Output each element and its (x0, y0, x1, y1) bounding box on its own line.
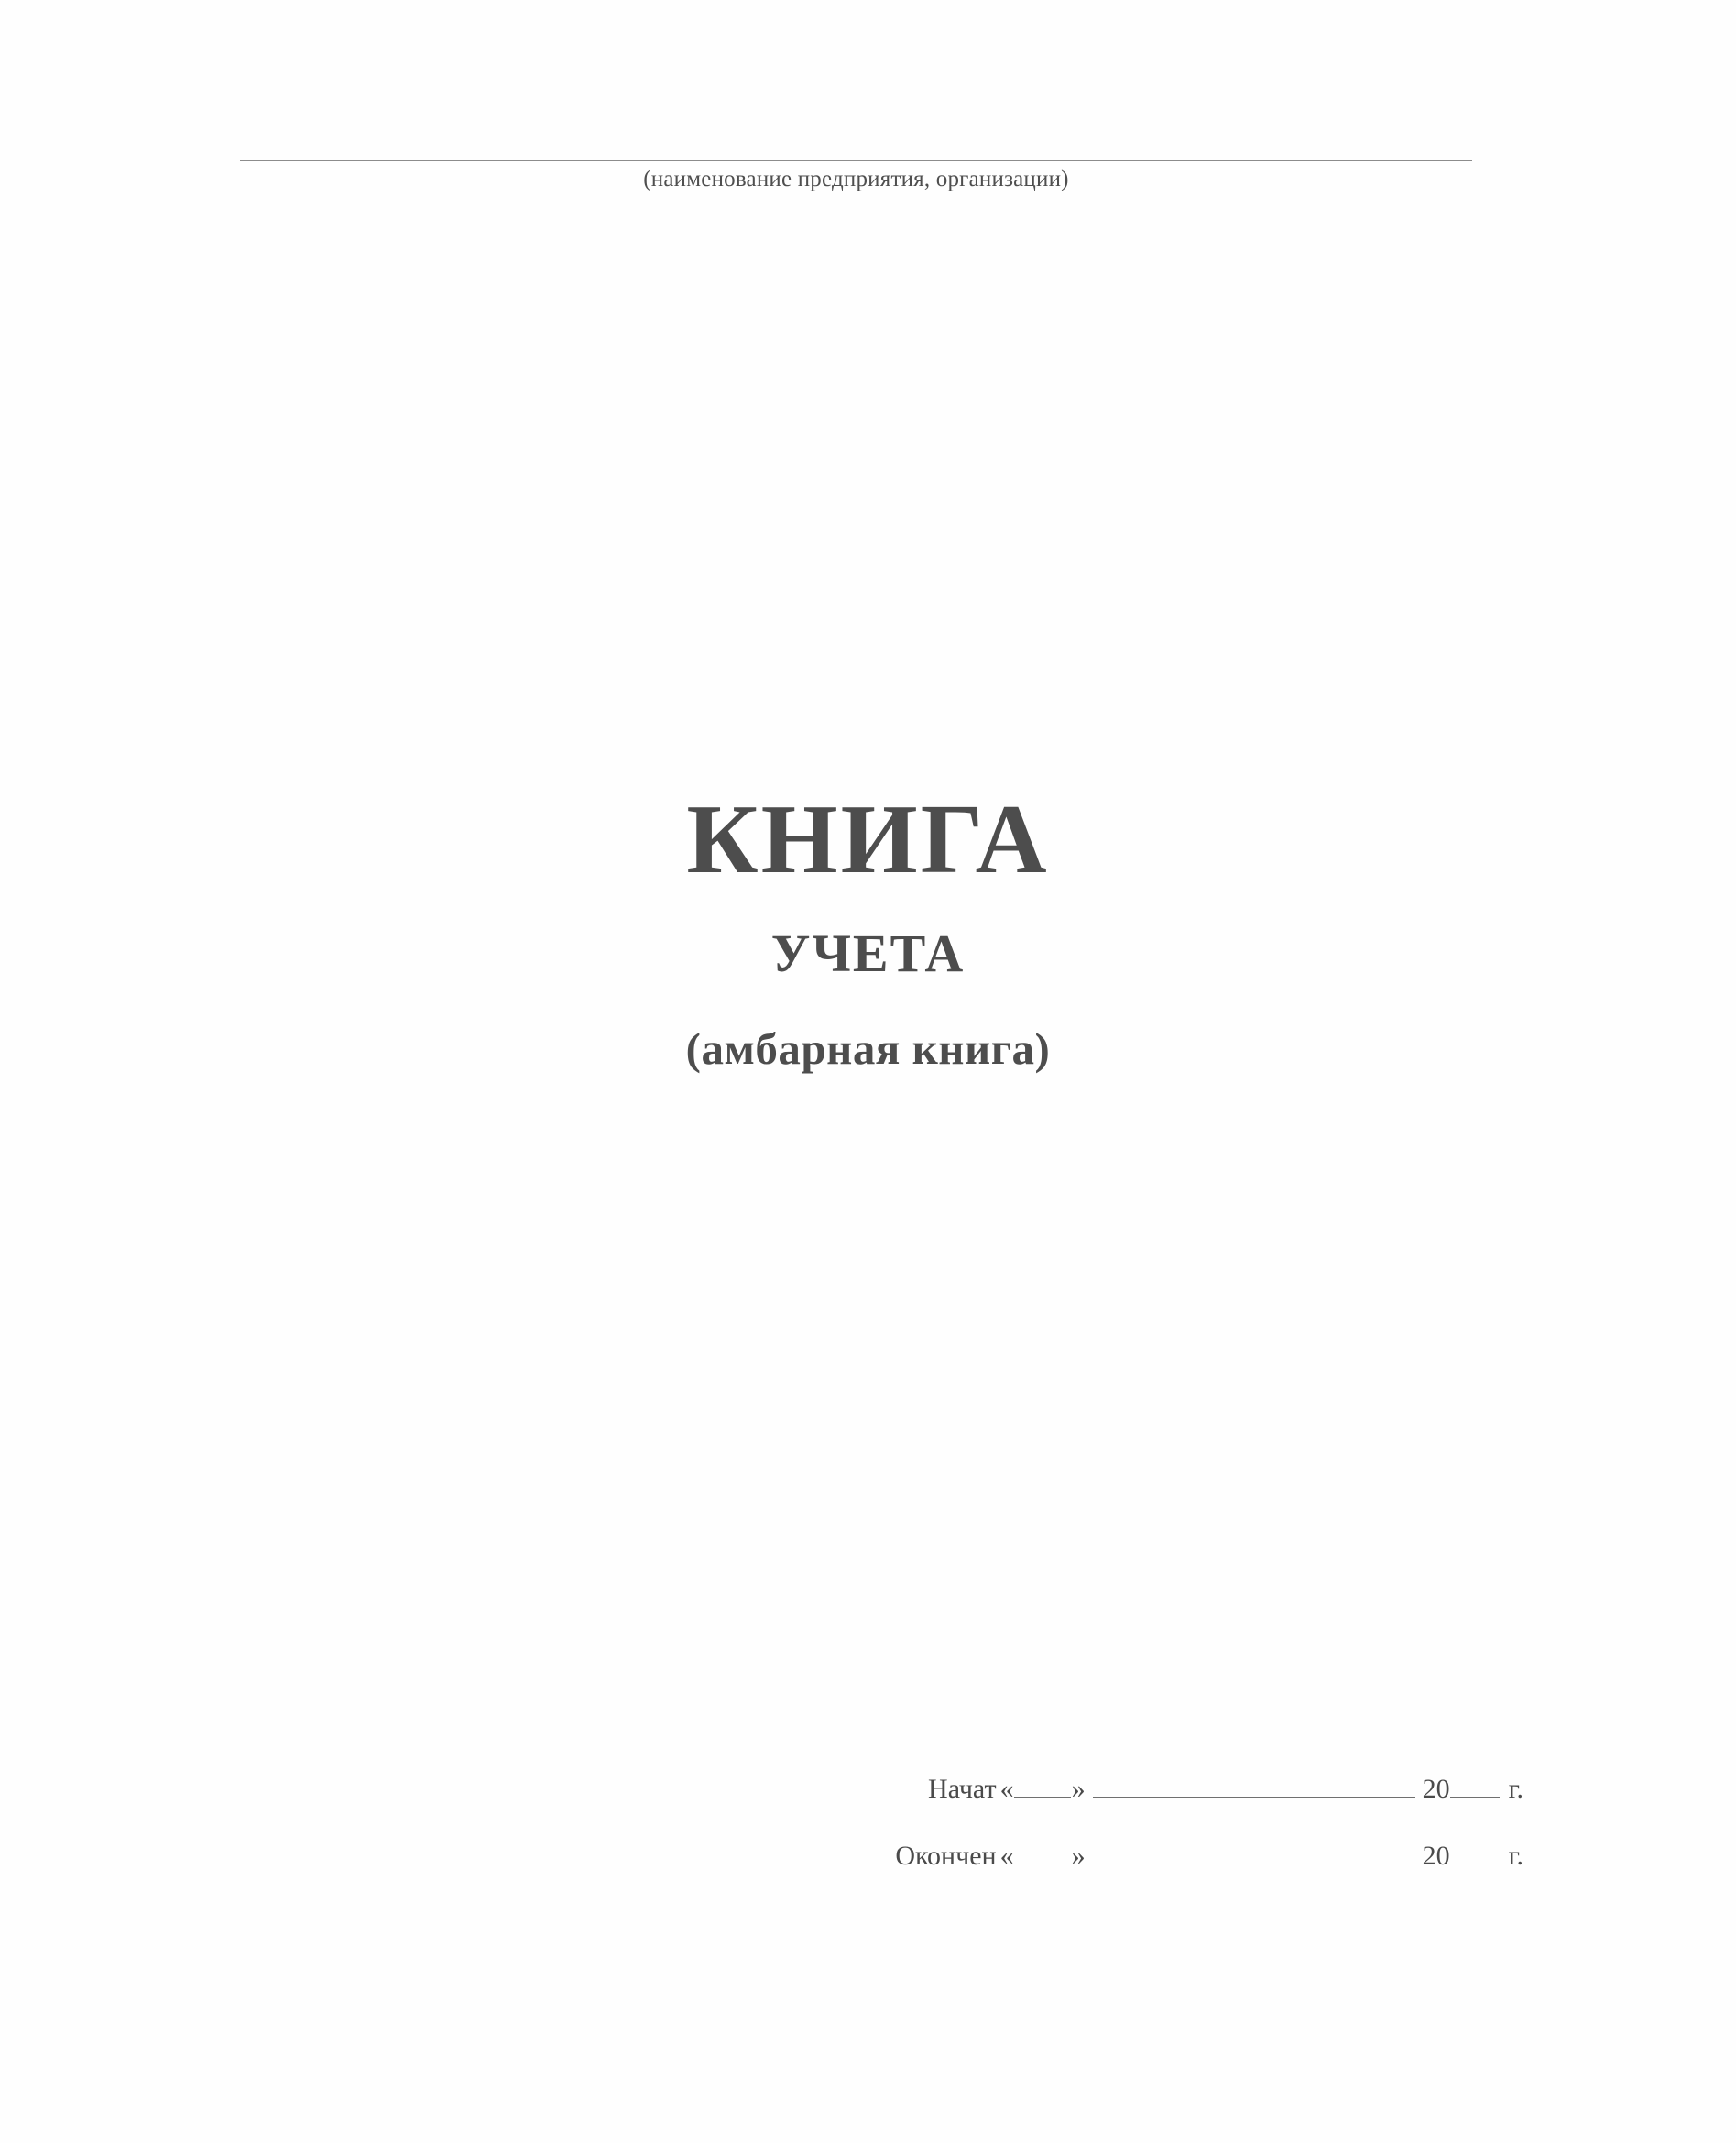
started-year-blank[interactable] (1450, 1773, 1500, 1798)
finished-year-blank[interactable] (1450, 1840, 1500, 1864)
started-month-blank[interactable] (1093, 1773, 1415, 1798)
finished-label: Окончен (895, 1841, 997, 1871)
organization-name-caption: (наименование предприятия, организации) (643, 167, 1069, 191)
page-subtitle: УЧЕТА (770, 924, 966, 984)
organization-name-block (240, 160, 1472, 192)
title-block (0, 785, 1736, 1075)
finished-quote-close: » (1071, 1841, 1086, 1871)
started-year-suffix: г. (1508, 1774, 1523, 1804)
organization-name-rule[interactable] (240, 160, 1472, 161)
finished-date-row (827, 1840, 1523, 1872)
finished-quote-open: « (999, 1841, 1014, 1871)
finished-day-blank[interactable] (1014, 1840, 1071, 1864)
started-day-blank[interactable] (1014, 1773, 1071, 1798)
finished-year-suffix: г. (1508, 1841, 1523, 1871)
started-date-row (827, 1773, 1523, 1805)
started-quote-open: « (999, 1774, 1014, 1804)
page-title-parenthetical: (амбарная книга) (685, 1023, 1051, 1075)
finished-year-prefix: 20 (1422, 1841, 1450, 1871)
page-title: КНИГА (686, 785, 1050, 894)
finished-month-blank[interactable] (1093, 1840, 1415, 1864)
dates-block (827, 1773, 1523, 1872)
started-quote-close: » (1071, 1774, 1086, 1804)
started-year-prefix: 20 (1422, 1774, 1450, 1804)
started-label: Начат (928, 1774, 997, 1804)
